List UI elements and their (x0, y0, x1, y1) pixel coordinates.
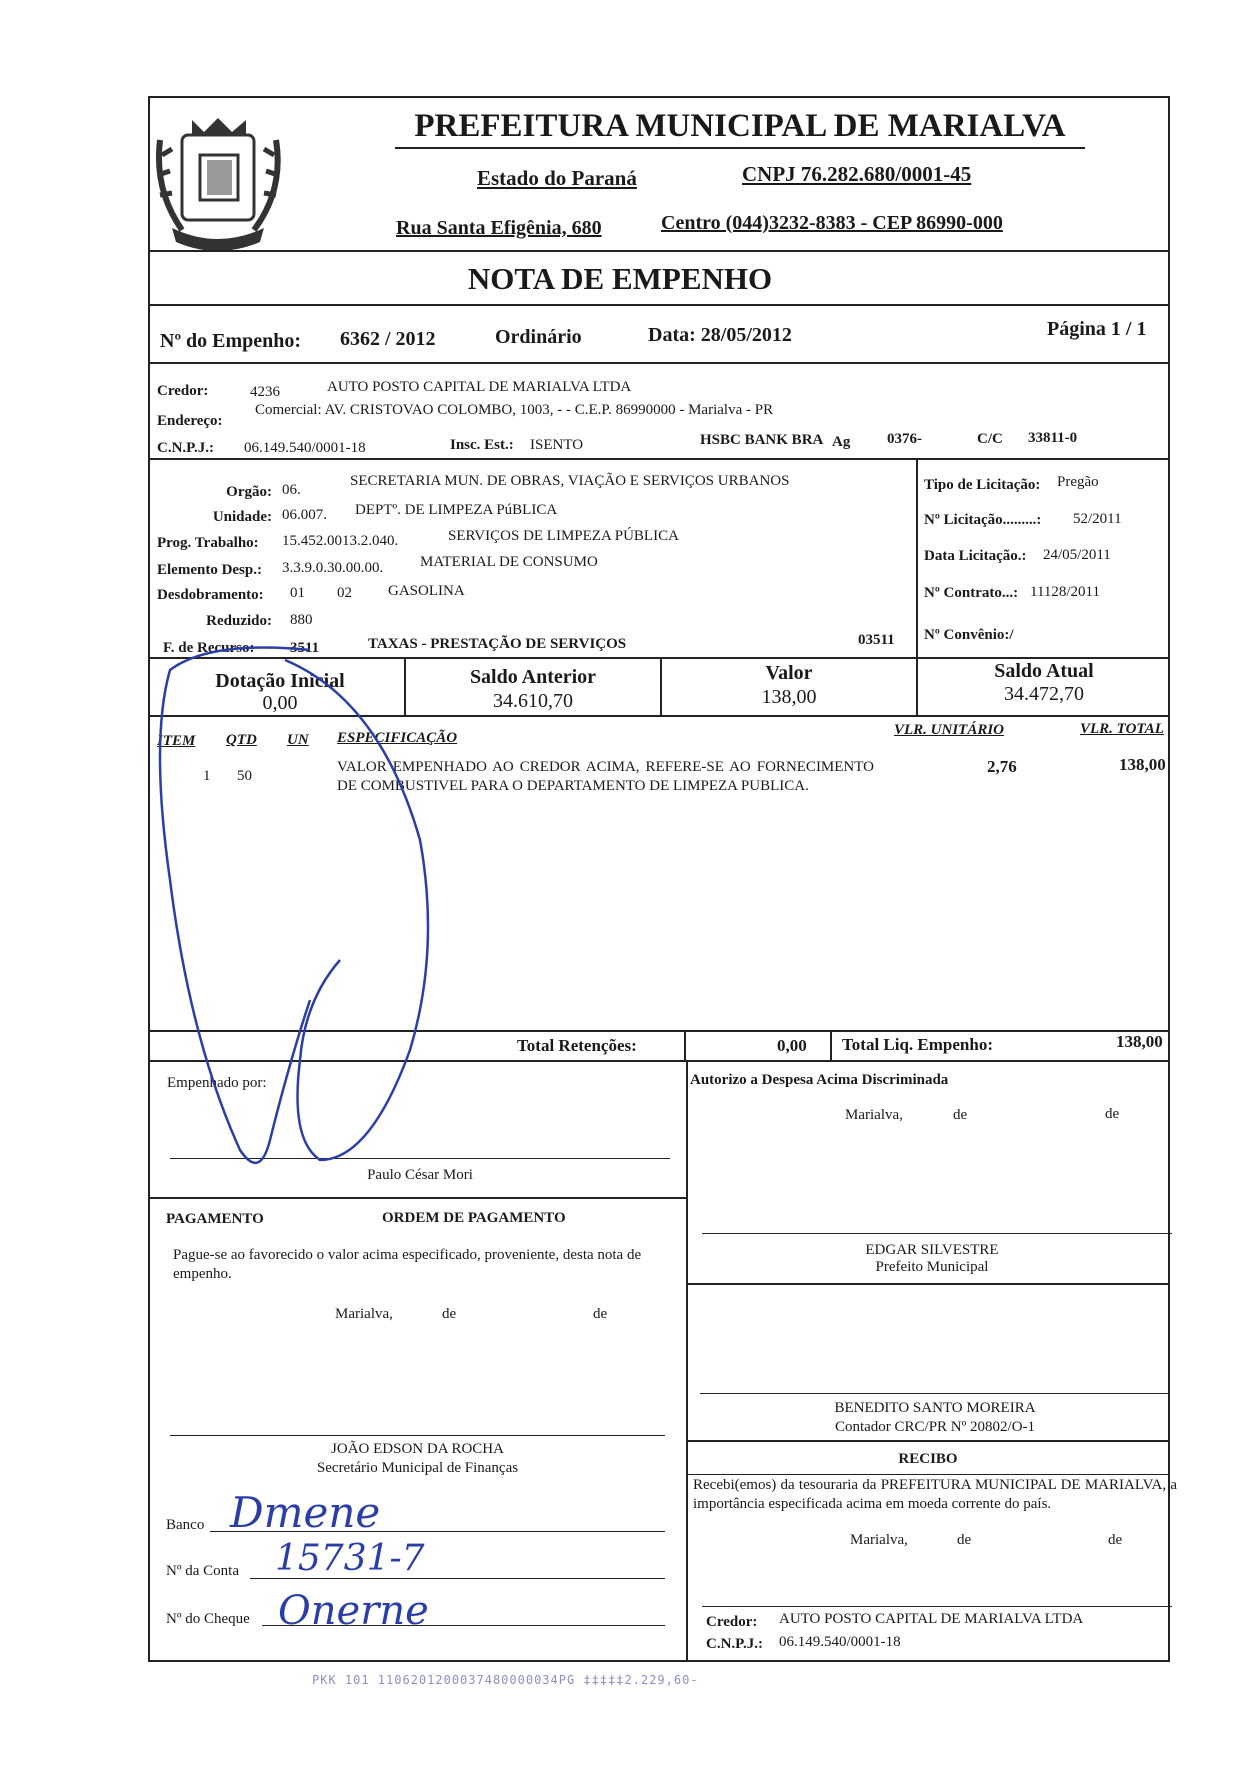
footer-authentication: PKK 101 1106201200037480000034PG ‡‡‡‡‡2.229,60- (312, 1673, 699, 1687)
licitacao-num-label: Nº Licitação.........: (924, 512, 1042, 528)
desdob-label: Desdobramento: (157, 587, 264, 603)
valor-label: Valor (765, 662, 813, 684)
unidade-name: DEPTº. DE LIMPEZA PúBLICA (355, 502, 558, 518)
contrato-value: 11128/2011 (1030, 584, 1100, 600)
header-divider (148, 250, 1170, 252)
recibo-text: Recebi(emos) da tesouraria da PREFEITURA MUNICIPAL DE MARIALVA, a importância especificada acima em moeda corrente do país. (693, 1477, 1177, 1512)
cnpj-header: CNPJ 76.282.680/0001-45 (742, 162, 972, 186)
insc-label: Insc. Est.: (450, 437, 514, 453)
secretario-nome: JOÃO EDSON DA ROCHA (331, 1441, 504, 1457)
pagamento-de-1: de (442, 1306, 457, 1322)
col-un: UN (287, 732, 309, 748)
credor-label: Credor: (157, 383, 209, 399)
ordem-pagamento-label: ORDEM DE PAGAMENTO (382, 1210, 566, 1226)
org-title: PREFEITURA MUNICIPAL DE MARIALVA (414, 108, 1066, 144)
header-address: Rua Santa Efigênia, 680 (396, 217, 602, 239)
handwritten-signature-mark (150, 620, 450, 1180)
licitacao-data-label: Data Licitação.: (924, 548, 1027, 564)
pagamento-text: Pague-se ao favorecido o valor acima especificado, proveniente, desta nota de empenho. (173, 1247, 642, 1282)
prefeito-sign-line (702, 1233, 1172, 1234)
recibo-sign-line (702, 1606, 1172, 1607)
prefeito-divider (686, 1283, 1170, 1285)
contador-divider (686, 1440, 1170, 1442)
bank-name: HSBC BANK BRA (700, 432, 824, 448)
recurso-name: TAXAS - PRESTAÇÃO DE SERVIÇOS (368, 636, 627, 652)
cc-label: C/C (977, 431, 1003, 447)
cheque-handwritten: Onerne (278, 1588, 429, 1634)
saldo-anterior-label: Saldo Anterior (469, 666, 597, 688)
liquido-value: 138,00 (1116, 1032, 1163, 1051)
autorizo-de-2: de (1105, 1106, 1120, 1122)
col-item: ITEM (157, 733, 196, 749)
agency-value: 0376- (887, 431, 922, 447)
col-espec: ESPECIFICAÇÃO (337, 730, 458, 746)
licitacao-tipo-label: Tipo de Licitação: (924, 477, 1041, 493)
recibo-cnpj-value: 06.149.540/0001-18 (779, 1634, 901, 1650)
credor-address: Comercial: AV. CRISTOVAO COLOMBO, 1003, - - C.E.P. 86990000 - Marialva - PR (255, 402, 774, 418)
recibo-title: RECIBO (898, 1451, 958, 1467)
pagamento-label: PAGAMENTO (166, 1211, 264, 1227)
credor-divider (148, 458, 1170, 460)
autorizo-de-1: de (953, 1107, 968, 1123)
recurso-number: 03511 (858, 632, 895, 648)
empenho-label: Nº do Empenho: (160, 330, 302, 352)
desdob-a: 01 (290, 585, 305, 601)
saldo-anterior-value: 34.610,70 (493, 690, 573, 712)
cheque-label: Nº do Cheque (166, 1611, 250, 1627)
item-number: 1 (203, 768, 211, 784)
recibo-de-2: de (1108, 1532, 1123, 1548)
recurso-label: F. de Recurso: (163, 640, 255, 656)
credor-cnpj: 06.149.540/0001-18 (244, 440, 366, 456)
empenho-number: 6362 / 2012 (340, 328, 436, 350)
unidade-code: 06.007. (282, 507, 327, 523)
conta-handwritten: 15731-7 (275, 1538, 425, 1579)
recibo-de-1: de (957, 1532, 972, 1548)
unidade-label: Unidade: (212, 509, 272, 525)
credor-name: AUTO POSTO CAPITAL DE MARIALVA LTDA (327, 379, 632, 395)
elemento-label: Elemento Desp.: (157, 562, 262, 578)
orgao-label: Orgão: (226, 484, 272, 500)
pagamento-marialva: Marialva, (335, 1306, 393, 1322)
prefeito-nome: EDGAR SILVESTRE (865, 1242, 999, 1258)
retencoes-label: Total Retenções: (517, 1036, 637, 1055)
recibo-credor-name: AUTO POSTO CAPITAL DE MARIALVA LTDA (779, 1611, 1084, 1627)
empenhado-por-label: Empenhado por: (167, 1075, 267, 1091)
secretario-cargo: Secretário Municipal de Finanças (316, 1460, 519, 1476)
saldo-atual-value: 34.472,70 (1004, 683, 1084, 705)
empenho-date: Data: 28/05/2012 (648, 324, 792, 346)
totals-vline-2 (830, 1030, 832, 1060)
prefeito-cargo: Prefeito Municipal (875, 1259, 989, 1275)
reduzido-value: 880 (290, 612, 313, 628)
contador-sign-line (700, 1393, 1170, 1394)
lower-vline (686, 1060, 688, 1662)
cc-value: 33811-0 (1028, 430, 1078, 446)
licitacao-num-value: 52/2011 (1073, 511, 1122, 527)
prog-code: 15.452.0013.2.040. (282, 533, 399, 549)
orgao-code: 06. (282, 482, 301, 498)
title-underline (395, 147, 1085, 149)
orgao-name: SECRETARIA MUN. DE OBRAS, VIAÇÃO E SERVIÇOS URBANOS (350, 473, 790, 489)
prog-name: SERVIÇOS DE LIMPEZA PÚBLICA (448, 528, 679, 544)
doc-title: NOTA DE EMPENHO (467, 261, 773, 296)
item-total-value: 138,00 (1119, 755, 1166, 774)
reduzido-label: Reduzido: (206, 613, 272, 629)
licitacao-data-value: 24/05/2011 (1043, 547, 1111, 563)
item-spec: VALOR EMPENHADO AO CREDOR ACIMA, REFERE-SE AO FORNECIMENTO DE COMBUSTIVEL PARA O DEPARTAMENTO DE LIMPEZA PUBLICA. (337, 759, 874, 794)
empenho-divider (148, 362, 1170, 364)
contrato-label: Nº Contrato...: (924, 585, 1019, 601)
col-unitario: VLR. UNITÁRIO (894, 722, 1005, 738)
secretario-sign-line (170, 1435, 665, 1436)
empenhado-nome: Paulo César Mori (367, 1167, 473, 1183)
insc-value: ISENTO (530, 437, 584, 453)
state-label: Estado do Paraná (477, 166, 637, 190)
recibo-credor-label: Credor: (706, 1614, 758, 1630)
recurso-code: 3511 (290, 640, 320, 656)
conta-label: Nº da Conta (166, 1563, 239, 1579)
cnpj-label: C.N.P.J.: (157, 440, 214, 456)
convenio-label: Nº Convênio:/ (924, 627, 1014, 643)
liquido-label: Total Liq. Empenho: (842, 1035, 993, 1054)
banco-handwritten: Dmene (230, 1488, 381, 1537)
recibo-cnpj-label: C.N.P.J.: (706, 1636, 763, 1652)
saldo-atual-label: Saldo Atual (994, 660, 1094, 682)
recibo-marialva: Marialva, (850, 1532, 908, 1548)
item-unit-value: 2,76 (987, 757, 1017, 776)
empenho-type: Ordinário (495, 326, 582, 348)
autorizo-marialva: Marialva, (845, 1107, 903, 1123)
dotacao-label: Dotação Inicial (215, 670, 345, 692)
elemento-code: 3.3.9.0.30.00.00. (282, 560, 384, 576)
desdob-name: GASOLINA (388, 583, 465, 599)
licitacao-tipo-value: Pregão (1057, 474, 1099, 490)
contador-cargo: Contador CRC/PR Nº 20802/O-1 (834, 1419, 1036, 1435)
empenhado-divider (148, 1197, 686, 1199)
contador-nome: BENEDITO SANTO MOREIRA (834, 1400, 1036, 1416)
prog-label: Prog. Trabalho: (157, 535, 259, 551)
valor-value: 138,00 (761, 686, 817, 708)
address-label: Endereço: (157, 413, 223, 429)
page-number: Página 1 / 1 (1047, 318, 1147, 340)
header-address-rest: Centro (044)3232-8383 - CEP 86990-000 (661, 212, 1003, 234)
desdob-b: 02 (337, 585, 352, 601)
dotacao-value: 0,00 (262, 692, 298, 714)
elemento-name: MATERIAL DE CONSUMO (420, 554, 598, 570)
licitacao-vertical (916, 458, 918, 658)
coat-of-arms-icon (152, 100, 288, 260)
agency-label: Ag (832, 434, 851, 450)
pagamento-de-2: de (593, 1306, 608, 1322)
col-total: VLR. TOTAL (1080, 721, 1164, 737)
col-qtd: QTD (226, 732, 257, 748)
item-qtd: 50 (237, 768, 252, 784)
autorizo-label: Autorizo a Despesa Acima Discriminada (690, 1072, 949, 1088)
title-divider (148, 304, 1170, 306)
retencoes-value: 0,00 (777, 1036, 807, 1055)
totals-vline-1 (684, 1030, 686, 1060)
recibo-title-divider (686, 1474, 1170, 1475)
credor-code: 4236 (250, 384, 280, 400)
banco-label: Banco (166, 1517, 205, 1533)
